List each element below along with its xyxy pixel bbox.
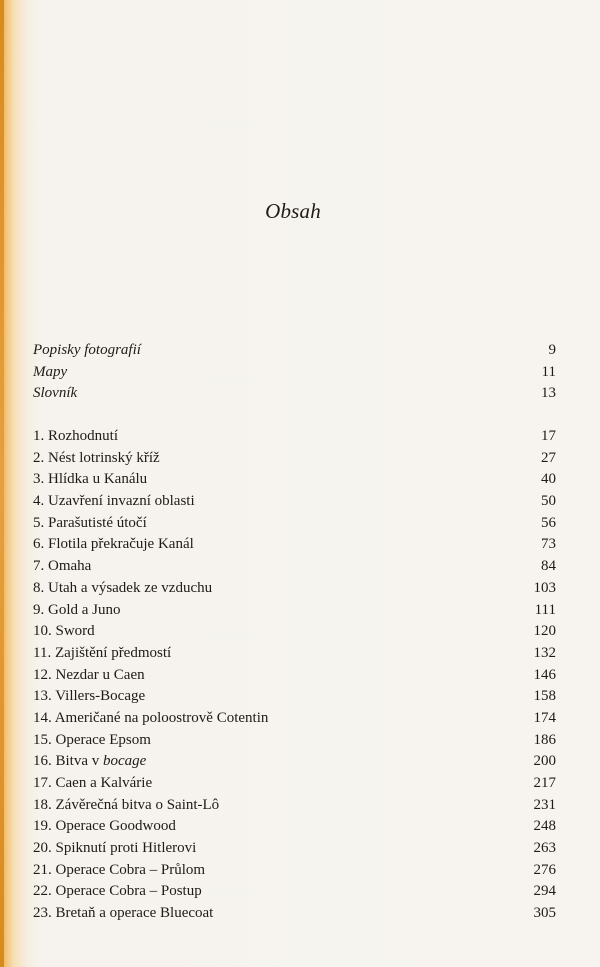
toc-entry-chapter-3 [33,469,556,491]
toc-entry-chapter-17 [33,773,556,795]
toc-entry-label [33,469,147,491]
chapter-number: 17. [33,775,52,791]
toc-entry-label [33,534,194,556]
chapter-title: Utah a výsadek ze vzduchu [48,579,213,596]
chapter-number: 15. [33,731,52,748]
toc-entry-page: 186 [533,731,556,748]
toc-entry-label: Mapy [33,363,68,380]
chapter-title: Bitva v [55,753,103,770]
front-matter-list [33,340,556,405]
toc-entry-label [33,578,212,600]
chapter-title: Uzavření invazní oblasti [48,493,195,510]
toc-entry-page: 27 [541,449,556,466]
toc-entry-chapter-13 [33,686,556,708]
toc-entry-label [33,838,196,860]
chapter-number: 18. [33,796,52,813]
chapter-number: 14. [33,709,52,726]
chapter-title: Hlídka u Kanálu [48,471,148,488]
toc-entry-chapter-20 [33,838,556,860]
chapter-number: 8. [33,579,45,596]
chapter-number: 13. [33,688,52,705]
toc-entry-front-2 [33,383,556,405]
toc-entry-chapter-18 [33,795,556,817]
toc-entry-page: 50 [541,493,556,510]
toc-entry-page: 111 [534,601,556,618]
toc-entry-chapter-12 [33,665,556,687]
toc-entry-page: 305 [533,905,556,922]
toc-entry-page: 294 [533,883,556,900]
toc-entry-page: 276 [533,861,556,878]
toc-entry-page: 158 [533,688,556,705]
chapter-title: Operace Epsom [55,731,151,748]
chapter-number: 1. [33,428,45,444]
toc-entry-chapter-11 [33,643,556,665]
chapter-number: 11. [33,644,52,661]
chapter-number: 5. [33,514,45,531]
chapter-list [33,426,556,925]
toc-entry-label: Popisky fotografií [33,342,141,358]
chapter-number: 9. [33,601,45,618]
toc-entry-chapter-5 [33,513,556,535]
toc-entry-label [33,795,219,817]
toc-entry-front-1 [33,362,556,384]
chapter-title: Gold a Juno [48,601,121,618]
toc-entry-page: 174 [533,709,556,726]
chapter-number: 4. [33,493,45,510]
chapter-title: Závěrečná bitva o Saint-Lô [55,796,220,813]
toc-entry-chapter-15 [33,730,556,752]
chapter-title: Rozhodnutí [48,428,118,444]
toc-entry-chapter-19 [33,816,556,838]
toc-entry-chapter-21 [33,860,556,882]
chapter-number: 20. [33,840,52,857]
toc-entry-chapter-7 [33,556,556,578]
chapter-number: 3. [33,471,45,488]
chapter-title: Zajištění předmostí [54,644,172,661]
chapter-title: Parašutisté útočí [48,514,147,531]
toc-entry-page: 248 [533,818,556,835]
toc-entry-page: 103 [533,579,556,596]
toc-entry-chapter-8 [33,578,556,600]
toc-entry-label [33,448,160,470]
page-title: Obsah [265,199,321,223]
toc-entry-chapter-9 [33,600,556,622]
toc-entry-label [33,556,91,578]
chapter-title: Villers-Bocage [55,688,146,705]
toc-entry-label [33,708,268,730]
chapter-title: Operace Cobra – Průlom [55,861,206,878]
chapter-title: Bretaň a operace Bluecoat [55,905,214,922]
toc-entry-label [33,426,118,448]
chapter-number: 12. [33,666,52,683]
toc-entry-chapter-22 [33,881,556,903]
toc-entry-chapter-6 [33,534,556,556]
toc-entry-page: 132 [533,644,556,661]
toc-entry-label [33,665,145,687]
chapter-title: Spiknutí proti Hitlerovi [55,840,197,857]
chapter-title: Operace Cobra – Postup [55,883,202,900]
chapter-title: Američané na poloostrově Cotentin [54,709,269,726]
toc-entry-label [33,491,195,513]
toc-entry-label [33,600,121,622]
chapter-title: Nést lotrinský kříž [48,449,160,466]
toc-entry-chapter-14 [33,708,556,730]
toc-entry-page: 217 [533,775,556,791]
chapter-title: Omaha [48,558,92,575]
toc-entry-chapter-1 [33,426,556,448]
toc-entry-page: 56 [541,514,556,531]
chapter-number: 2. [33,449,45,466]
chapter-number: 23. [33,905,52,922]
toc-entry-page: 231 [533,796,556,813]
toc-entry-label [33,513,147,535]
chapter-title: Flotila překračuje Kanál [48,536,194,553]
chapter-title: Caen a Kalvárie [55,775,153,791]
toc-entry-page: 200 [533,753,556,770]
chapter-title: Operace Goodwood [55,818,176,835]
toc-entry-front-0 [33,340,556,362]
toc-entry-chapter-16 [33,751,556,773]
chapter-number: 16. [33,753,52,770]
toc-entry-label [33,881,202,903]
toc-entry-label [33,730,151,752]
toc-entry-label: Slovník [33,385,78,402]
toc-entry-label [33,686,145,708]
chapter-title: Sword [55,623,95,640]
toc-entry-page: 11 [541,363,556,380]
toc-entry-page: 73 [541,536,556,553]
chapter-number: 19. [33,818,52,835]
chapter-title: Nezdar u Caen [55,666,145,683]
toc-entry-chapter-23 [33,903,556,925]
toc-entry-chapter-2 [33,448,556,470]
chapter-number: 10. [33,623,52,640]
toc-entry-page: 40 [541,471,556,488]
toc-entry-label [33,643,171,665]
toc-entry-page: 146 [533,666,556,683]
toc-entry-page: 13 [541,385,556,402]
toc-entry-label [33,773,152,795]
toc-entry-page: 9 [548,342,556,358]
toc-entry-label [33,621,95,643]
toc-entry-label [33,860,205,882]
toc-entry-page: 263 [533,840,556,857]
toc-entry-page: 84 [541,558,556,575]
toc-entry-label [33,751,146,773]
chapter-title-italic: bocage [103,753,147,770]
toc-entry-page: 120 [533,623,556,640]
toc-entry-chapter-10 [33,621,556,643]
toc-entry-chapter-4 [33,491,556,513]
chapter-number: 22. [33,883,52,900]
toc-entry-label [33,816,176,838]
toc-entry-label [33,903,213,925]
chapter-number: 7. [33,558,45,575]
toc-entry-page: 17 [541,428,556,444]
chapter-number: 21. [33,861,52,878]
chapter-number: 6. [33,536,45,553]
